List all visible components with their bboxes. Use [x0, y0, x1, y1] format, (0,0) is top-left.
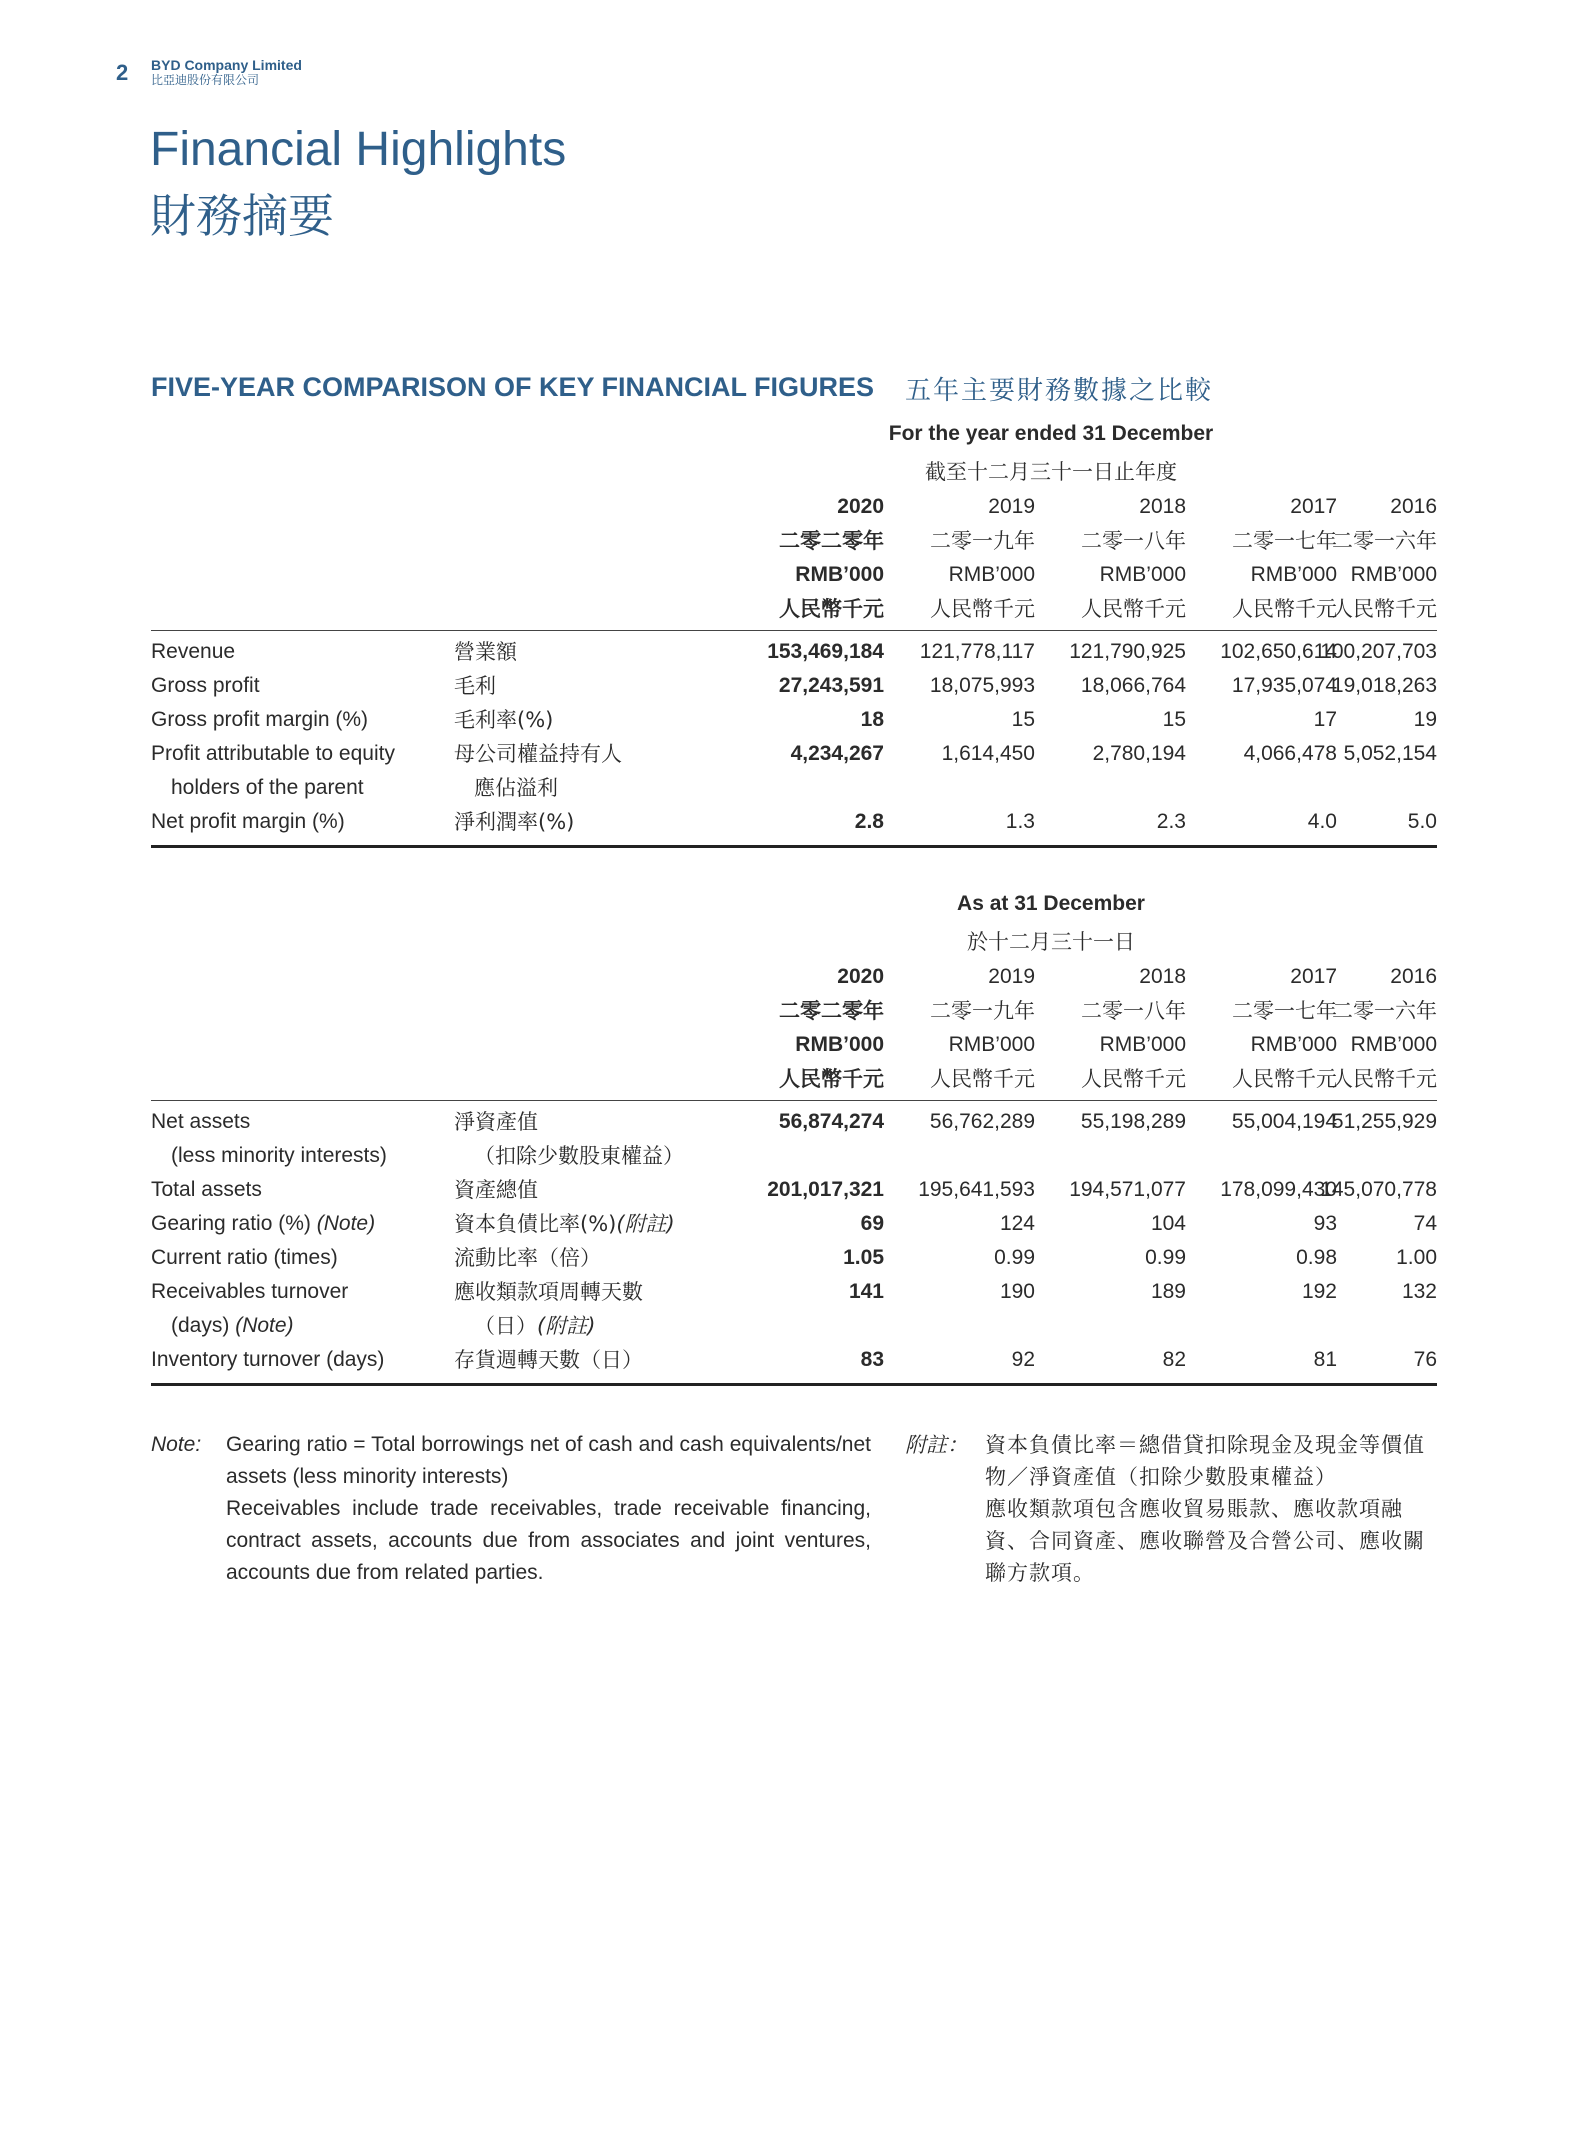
currency-header: RMB’000	[1350, 563, 1437, 586]
year-header-zh: 二零一七年	[1232, 999, 1337, 1023]
row-label-en: Inventory turnover (days)	[151, 1348, 385, 1371]
row-value: 153,469,184	[767, 640, 884, 663]
note-ref: (附註)	[616, 1212, 675, 1236]
row-value: 145,070,778	[1320, 1178, 1437, 1201]
row-label-zh	[454, 1309, 595, 1343]
header-divider	[151, 1100, 1437, 1101]
row-value: 189	[1150, 1280, 1186, 1303]
row-value: 2.8	[854, 810, 884, 833]
row-value: 81	[1313, 1348, 1337, 1371]
row-label-en: Gross profit margin (%)	[151, 708, 369, 731]
row-value: 74	[1413, 1212, 1437, 1235]
section-title-zh: 五年主要財務數據之比較	[905, 376, 1214, 406]
row-value: 1.3	[1005, 810, 1035, 833]
row-value: 15	[1162, 708, 1186, 731]
row-label-zh: 毛利	[454, 674, 496, 698]
year-zh-row	[151, 994, 1437, 1028]
row-value: 92	[1011, 1348, 1035, 1371]
note-zh	[905, 1429, 1438, 1589]
year-header-zh: 二零一八年	[1081, 529, 1186, 553]
row-value: 178,099,430	[1220, 1178, 1337, 1201]
table-row	[151, 1173, 1437, 1207]
table-row-continuation	[151, 771, 1437, 805]
year-header-zh: 二零一七年	[1232, 529, 1337, 553]
row-value: 93	[1313, 1212, 1337, 1235]
year-header: 2020	[837, 965, 884, 988]
row-value: 27,243,591	[778, 674, 884, 697]
currency-header: RMB’000	[795, 563, 884, 586]
currency-header: RMB’000	[1350, 1033, 1437, 1056]
row-label-zh: 營業額	[454, 640, 517, 664]
company-name-en: BYD Company Limited	[151, 57, 302, 73]
row-label-en: Gross profit	[151, 674, 260, 697]
row-label-en: holders of the parent	[171, 776, 364, 799]
note-ref: (Note)	[316, 1212, 376, 1235]
year-header-zh: 二零一九年	[930, 529, 1035, 553]
currency-header-zh: 人民幣千元	[779, 597, 884, 621]
row-value: 69	[860, 1212, 884, 1235]
row-label-en: Receivables turnover	[151, 1280, 349, 1303]
row-label-zh: 淨利潤率(%)	[454, 810, 575, 834]
section-title-en: FIVE-YEAR COMPARISON OF KEY FINANCIAL FIGURES	[151, 372, 875, 402]
table-row	[151, 1275, 1437, 1309]
page-title-zh: 財務摘要	[150, 189, 334, 243]
row-value: 4.0	[1307, 810, 1337, 833]
row-value: 55,198,289	[1080, 1110, 1186, 1133]
row-label-en	[151, 1207, 375, 1241]
year-header: 2016	[1390, 495, 1437, 518]
table-row	[151, 1241, 1437, 1275]
note-tag-zh: 附註：	[905, 1433, 968, 1457]
row-label-en: Total assets	[151, 1178, 262, 1201]
note-ref: (Note)	[235, 1314, 294, 1337]
table-row-continuation	[151, 1139, 1437, 1173]
currency-header: RMB’000	[948, 1033, 1035, 1056]
table-row	[151, 703, 1437, 737]
year-header: 2018	[1139, 965, 1186, 988]
currency-row	[151, 558, 1437, 592]
row-value: 51,255,929	[1331, 1110, 1437, 1133]
row-label-en: Revenue	[151, 640, 236, 663]
row-label-zh: 毛利率(%)	[454, 708, 554, 732]
page-number: 2	[116, 60, 129, 85]
row-value: 2.3	[1156, 810, 1186, 833]
row-value: 19	[1413, 708, 1437, 731]
note-line: Gearing ratio = Total borrowings net of cash and cash equivalents/net assets (less minority interests)	[226, 1433, 871, 1488]
row-label-en	[151, 1309, 294, 1343]
page-title-en: Financial Highlights	[150, 123, 567, 176]
year-header: 2020	[837, 495, 884, 518]
currency-header: RMB’000	[1099, 563, 1186, 586]
row-label-text: Gearing ratio (%)	[151, 1212, 311, 1235]
row-value: 201,017,321	[767, 1178, 884, 1201]
row-value: 0.99	[994, 1246, 1035, 1269]
table-bottom-rule	[151, 845, 1437, 848]
year-header-zh: 二零一九年	[930, 999, 1035, 1023]
row-value: 5,052,154	[1343, 742, 1437, 765]
row-value: 83	[860, 1348, 884, 1371]
table-row	[151, 669, 1437, 703]
row-value: 56,762,289	[929, 1110, 1035, 1133]
row-label-zh	[454, 1207, 675, 1241]
row-value: 2,780,194	[1092, 742, 1186, 765]
currency-header-zh: 人民幣千元	[1081, 597, 1186, 621]
row-value: 18	[860, 708, 884, 731]
row-value: 121,778,117	[919, 640, 1035, 663]
row-value: 17,935,074	[1231, 674, 1337, 697]
table-row	[151, 805, 1437, 839]
year-header: 2016	[1390, 965, 1437, 988]
note-line: Receivables include trade receivables, trade receivable financing, contract assets, accounts due from associates and joint ventures, accounts due from related parties.	[226, 1497, 871, 1584]
row-value: 17	[1313, 708, 1337, 731]
row-value: 124	[999, 1212, 1035, 1235]
row-label-en: Current ratio (times)	[151, 1246, 338, 1269]
year-row	[151, 490, 1437, 524]
period-header-en: For the year ended 31 December	[888, 422, 1214, 445]
currency-header: RMB’000	[795, 1033, 884, 1056]
row-label-text: （日）	[474, 1314, 537, 1338]
row-value: 4,234,267	[790, 742, 884, 765]
row-label-en: Profit attributable to equity	[151, 742, 395, 765]
row-label-text: 資本負債比率(%)	[454, 1212, 617, 1236]
row-label-en: (less minority interests)	[171, 1144, 387, 1167]
row-label-zh: （扣除少數股東權益）	[474, 1144, 684, 1168]
year-header: 2019	[988, 965, 1035, 988]
year-header: 2017	[1290, 965, 1337, 988]
header-divider	[151, 630, 1437, 631]
table-row	[151, 635, 1437, 669]
row-label-en: Net assets	[151, 1110, 251, 1133]
row-label-zh: 應收類款項周轉天數	[454, 1280, 643, 1304]
table-row-continuation	[151, 1309, 1437, 1343]
row-value: 0.99	[1145, 1246, 1186, 1269]
row-label-en: Net profit margin (%)	[151, 810, 345, 833]
row-value: 194,571,077	[1069, 1178, 1186, 1201]
currency-header-zh: 人民幣千元	[930, 1067, 1035, 1091]
currency-header: RMB’000	[948, 563, 1035, 586]
row-value: 18,066,764	[1080, 674, 1186, 697]
period-header-zh: 於十二月三十一日	[967, 930, 1135, 954]
row-value: 1.00	[1396, 1246, 1437, 1269]
currency-header-zh: 人民幣千元	[1332, 597, 1437, 621]
note-body-en	[226, 1429, 871, 1589]
currency-header-zh: 人民幣千元	[779, 1067, 884, 1091]
row-value: 1,614,450	[941, 742, 1035, 765]
period-header-en: As at 31 December	[957, 892, 1145, 915]
row-label-zh: 淨資產值	[454, 1110, 538, 1134]
company-name-zh: 比亞迪股份有限公司	[151, 73, 260, 87]
row-label-zh: 應佔溢利	[474, 776, 558, 800]
row-value: 121,790,925	[1069, 640, 1186, 663]
row-label-zh: 存貨週轉天數（日）	[454, 1348, 643, 1372]
row-value: 18,075,993	[929, 674, 1035, 697]
row-value: 104	[1150, 1212, 1186, 1235]
table-row	[151, 1105, 1437, 1139]
note-en	[151, 1429, 871, 1589]
year-zh-row	[151, 524, 1437, 558]
table-row	[151, 737, 1437, 771]
table-row	[151, 1343, 1437, 1377]
year-header-zh: 二零二零年	[779, 529, 884, 553]
year-header-zh: 二零二零年	[779, 999, 884, 1023]
currency-header-zh: 人民幣千元	[930, 597, 1035, 621]
year-header: 2017	[1290, 495, 1337, 518]
row-value: 15	[1011, 708, 1035, 731]
period-header-zh: 截至十二月三十一日止年度	[925, 460, 1177, 484]
note-body-zh	[985, 1429, 1438, 1589]
currency-zh-row	[151, 592, 1437, 626]
currency-header-zh: 人民幣千元	[1081, 1067, 1186, 1091]
row-value: 100,207,703	[1320, 640, 1437, 663]
year-header: 2018	[1139, 495, 1186, 518]
year-row	[151, 960, 1437, 994]
row-value: 141	[848, 1280, 884, 1303]
currency-zh-row	[151, 1062, 1437, 1096]
note-line: 資本負債比率＝總借貸扣除現金及現金等價值物／淨資產值（扣除少數股東權益）	[985, 1433, 1425, 1489]
currency-row	[151, 1028, 1437, 1062]
row-value: 55,004,194	[1231, 1110, 1337, 1133]
currency-header: RMB’000	[1099, 1033, 1186, 1056]
row-value: 82	[1162, 1348, 1186, 1371]
note-tag-en: Note:	[151, 1433, 202, 1456]
row-label-zh: 流動比率（倍）	[454, 1246, 601, 1270]
row-value: 132	[1401, 1280, 1437, 1303]
row-value: 0.98	[1296, 1246, 1337, 1269]
currency-header: RMB’000	[1250, 1033, 1337, 1056]
currency-header-zh: 人民幣千元	[1332, 1067, 1437, 1091]
table-bottom-rule	[151, 1383, 1437, 1386]
currency-header-zh: 人民幣千元	[1232, 1067, 1337, 1091]
row-label-text: (days)	[171, 1314, 230, 1337]
row-value: 195,641,593	[918, 1178, 1035, 1201]
row-value: 190	[999, 1280, 1035, 1303]
row-value: 192	[1301, 1280, 1337, 1303]
row-value: 19,018,263	[1331, 674, 1437, 697]
row-value: 56,874,274	[778, 1110, 884, 1133]
row-value: 5.0	[1407, 810, 1437, 833]
row-label-zh: 母公司權益持有人	[454, 742, 622, 766]
year-header-zh: 二零一六年	[1332, 999, 1437, 1023]
row-value: 4,066,478	[1243, 742, 1337, 765]
company-name	[151, 58, 302, 88]
row-value: 76	[1413, 1348, 1437, 1371]
row-label-zh: 資產總值	[454, 1178, 538, 1202]
table-row	[151, 1207, 1437, 1241]
year-header-zh: 二零一六年	[1332, 529, 1437, 553]
currency-header: RMB’000	[1250, 563, 1337, 586]
currency-header-zh: 人民幣千元	[1232, 597, 1337, 621]
year-header-zh: 二零一八年	[1081, 999, 1186, 1023]
row-value: 1.05	[843, 1246, 884, 1269]
year-header: 2019	[988, 495, 1035, 518]
row-value: 102,650,614	[1220, 640, 1337, 663]
note-line: 應收類款項包含應收貿易賬款、應收款項融資、合同資產、應收聯營及合營公司、應收關聯方款項。	[985, 1497, 1425, 1585]
note-ref: (附註)	[537, 1314, 596, 1338]
